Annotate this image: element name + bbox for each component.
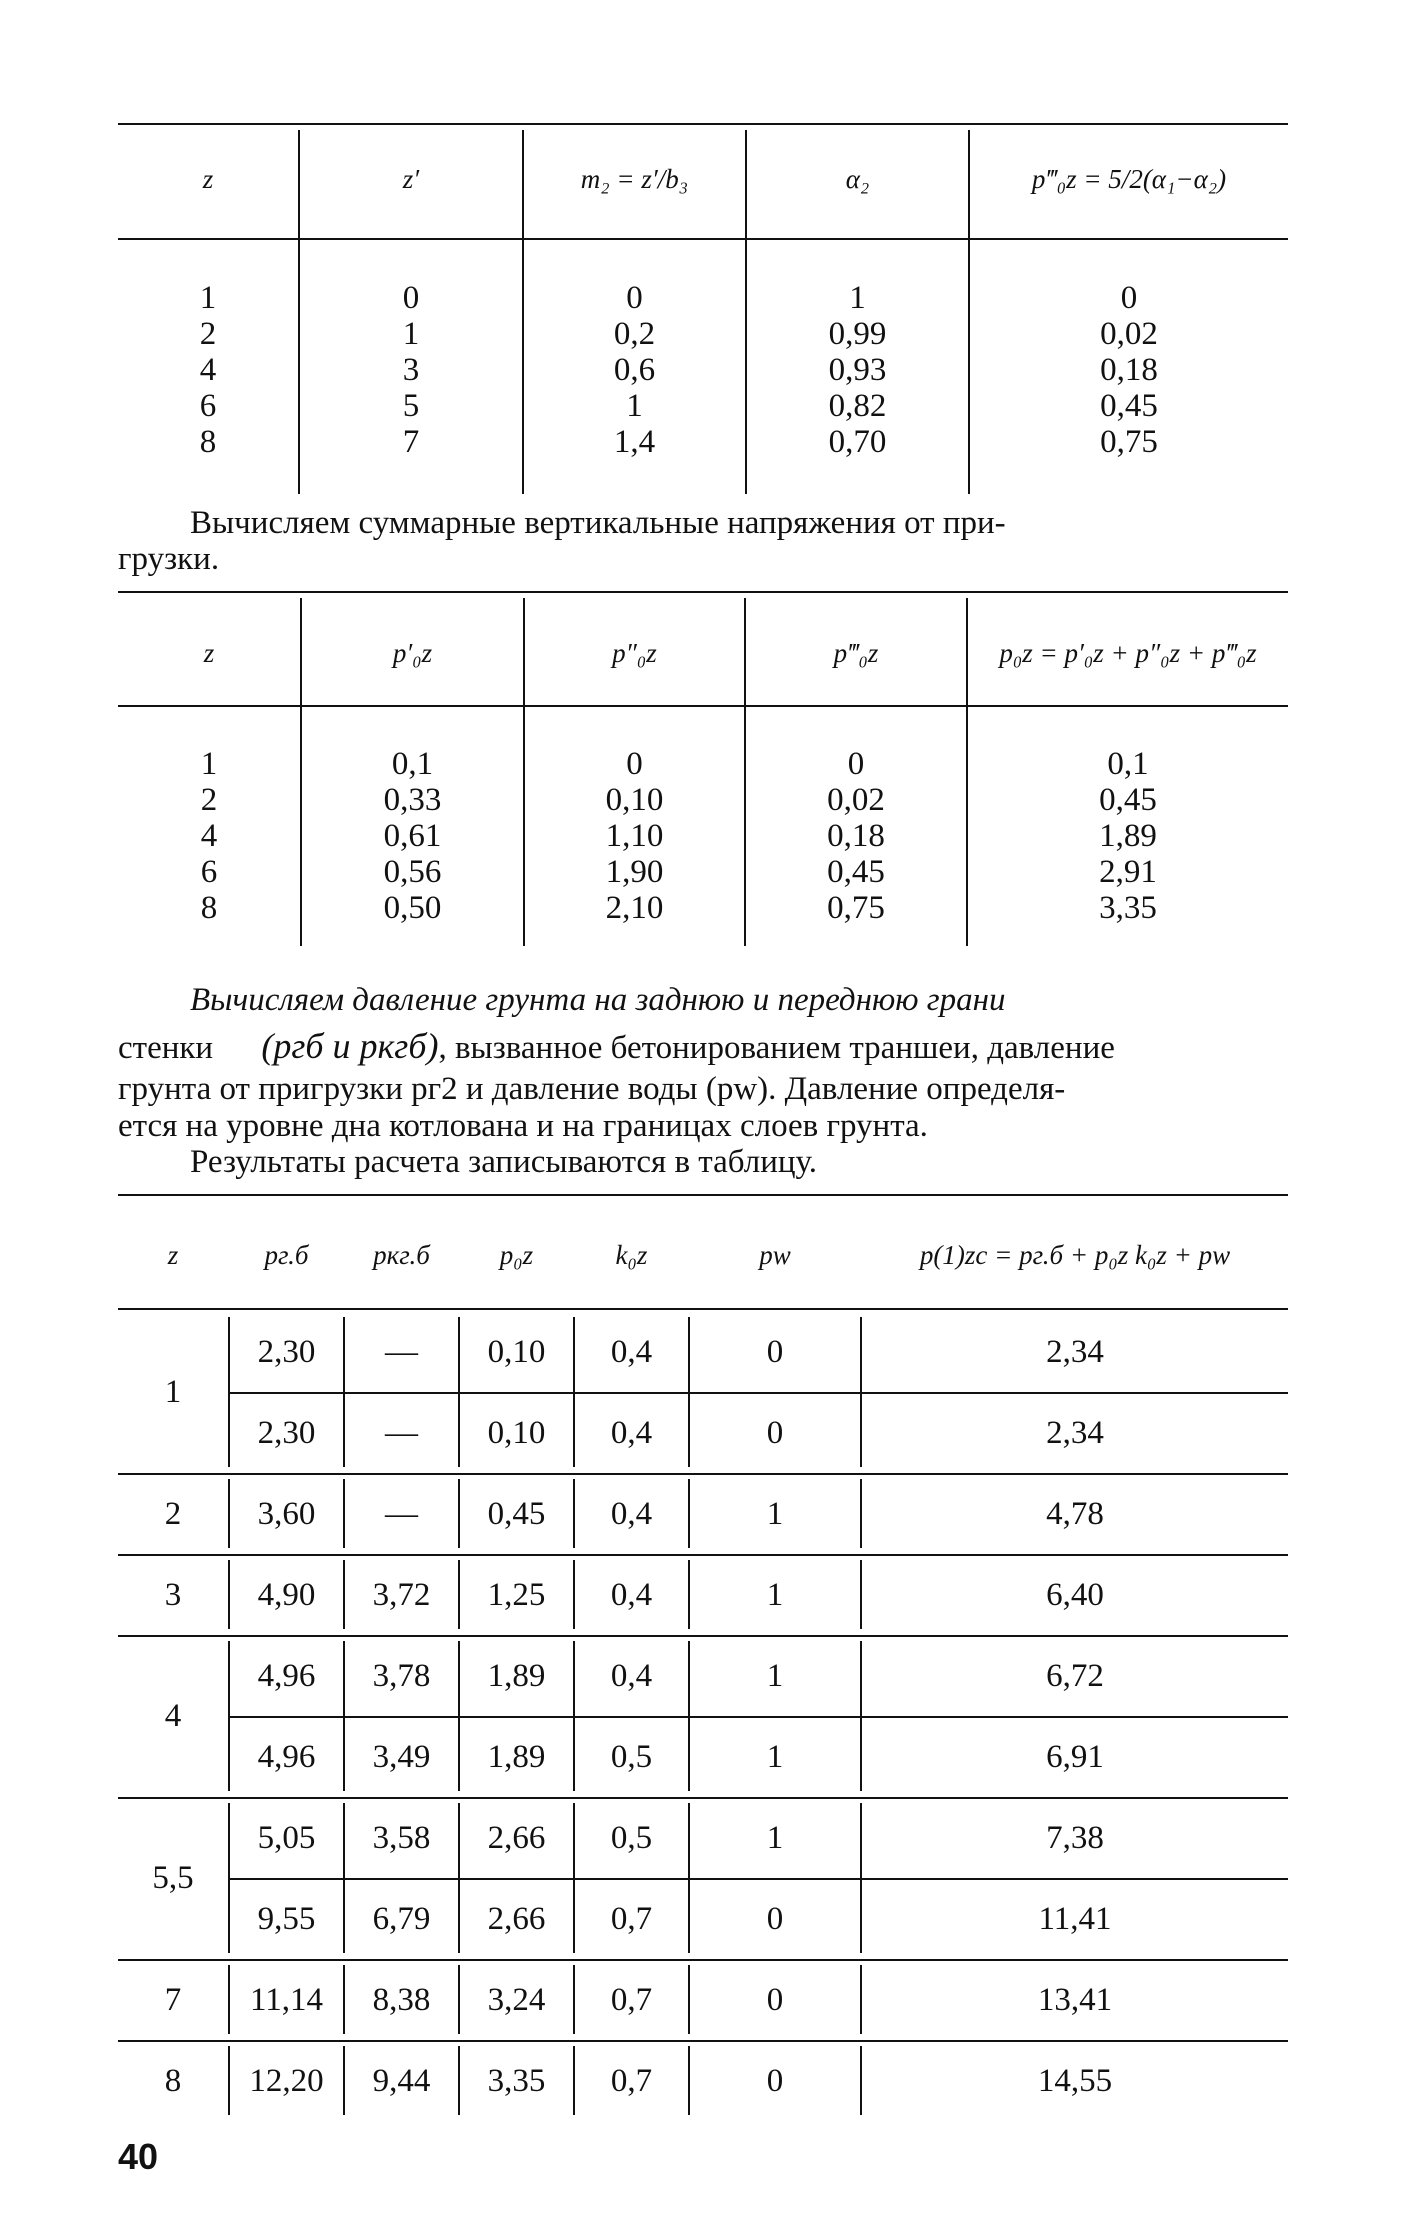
table-1-cell: 0,18	[1100, 352, 1158, 388]
table-3-cell: 3,78	[372, 1657, 431, 1694]
table-2-cell: 2,10	[605, 890, 664, 926]
table-3-divider	[688, 1317, 690, 1467]
table-3-divider	[688, 1965, 690, 2034]
table-1-cell: 0,82	[828, 388, 887, 424]
table-3-cell: 0,45	[487, 1495, 546, 1532]
table-1-cell: 1	[402, 316, 420, 352]
table-3-divider	[343, 1803, 345, 1953]
table-3-cell: 0,10	[487, 1414, 546, 1451]
table-3-cell: 2,30	[257, 1333, 316, 1370]
table-3-divider	[228, 1479, 230, 1548]
table-3-cell: 0	[766, 1333, 784, 1370]
table-3-cell: 3,58	[372, 1819, 431, 1856]
table-3-cell: 2,30	[257, 1414, 316, 1451]
table-3-cell: 0	[766, 1414, 784, 1451]
table-3-z-cell: 1	[164, 1374, 182, 1410]
table-3-header-pw: pw	[759, 1240, 791, 1270]
table-3-subrow-rule	[230, 1716, 1288, 1718]
table-3-z-cell: 5,5	[152, 1860, 194, 1896]
paragraph-line: грузки.	[118, 541, 220, 577]
table-3-cell: 4,96	[257, 1657, 316, 1694]
table-3-group-rule	[118, 2040, 1288, 2042]
table-3-divider	[343, 1560, 345, 1629]
table-1-cell: 7	[402, 424, 420, 460]
table-3-divider	[860, 1560, 862, 1629]
table-3-group-rule	[118, 1959, 1288, 1961]
table-3-cell: 4,90	[257, 1576, 316, 1613]
table-3-cell: 14,55	[1037, 2062, 1113, 2099]
table-3-divider	[458, 1317, 460, 1467]
table-3-cell: 1	[766, 1738, 784, 1775]
table-2-header-p0z-triple: p‴₀z	[833, 638, 879, 668]
table-2-header-p0z-double: p″₀z	[612, 638, 657, 668]
table-3-cell: 3,60	[257, 1495, 316, 1532]
table-3-cell: 5,05	[257, 1819, 316, 1856]
table-3-divider	[228, 1641, 230, 1791]
table-3-divider	[860, 1317, 862, 1467]
table-3-header-rule	[118, 1308, 1288, 1310]
table-1-cell: 0,6	[613, 352, 656, 388]
table-3-group-rule	[118, 1473, 1288, 1475]
table-3-divider	[860, 1641, 862, 1791]
table-3-cell: 9,44	[372, 2062, 431, 2099]
table-1-cell: 0,75	[1100, 424, 1158, 460]
table-3-divider	[343, 1479, 345, 1548]
table-2-header-p0z-sum: p₀z = p′₀z + p″₀z + p‴₀z	[999, 638, 1257, 668]
table-2-cell: 0,10	[605, 782, 664, 818]
table-3-cell: 0,4	[610, 1576, 653, 1613]
table-3-divider	[228, 2046, 230, 2115]
table-1-cell: 6	[199, 388, 217, 424]
table-1-cell: 8	[199, 424, 217, 460]
table-3-cell: 0,4	[610, 1657, 653, 1694]
table-2-cell: 1,10	[605, 818, 664, 854]
table-3-cell: 11,41	[1038, 1900, 1112, 1937]
table-3-header-pzc: p(1)zc = pг.б + p₀z k₀z + pw	[919, 1240, 1231, 1270]
table-3-z-cell: 4	[164, 1698, 182, 1734]
table-1-cell: 2	[199, 316, 217, 352]
table-2-cell: 6	[200, 854, 218, 890]
table-3-z-cell: 7	[164, 1981, 182, 2018]
table-3-cell: 2,34	[1046, 1333, 1104, 1370]
table-1-cell: 0,02	[1100, 316, 1158, 352]
table-2-cell: 1,90	[605, 854, 664, 890]
table-3-divider	[458, 1641, 460, 1791]
table-1-cell: 4	[199, 352, 217, 388]
paragraph-text: стенки	[118, 1030, 214, 1066]
table-3-cell: —	[385, 1414, 418, 1451]
table-3-z-cell: 2	[164, 1495, 182, 1532]
table-3-subrow-rule	[230, 1878, 1288, 1880]
table-3-cell: 1	[766, 1657, 784, 1694]
table-3-cell: 13,41	[1037, 1981, 1113, 2018]
table-3-divider	[573, 1479, 575, 1548]
table-3-cell: 4,96	[257, 1738, 316, 1775]
table-1-cell: 0,45	[1100, 388, 1158, 424]
table-1-cell: 0	[626, 280, 643, 316]
table-2-header-rule	[118, 705, 1288, 707]
table-1-cell: 0,2	[613, 316, 656, 352]
table-3-divider	[860, 2046, 862, 2115]
table-3-divider	[228, 1803, 230, 1953]
table-3-cell: 3,49	[372, 1738, 431, 1775]
formula-p-gb: (pгб и pкгб)	[261, 1026, 439, 1066]
table-3-cell: 0,4	[610, 1333, 653, 1370]
table-3-divider	[343, 1641, 345, 1791]
table-1-header-m2: m₂ = z′/b₃	[580, 164, 689, 194]
table-3-cell: 0	[766, 1981, 784, 2018]
table-2-cell: 0,33	[383, 782, 442, 818]
table-1-cell: 1	[849, 280, 866, 316]
table-3-cell: 1,25	[487, 1576, 546, 1613]
table-3-divider	[573, 1641, 575, 1791]
table-3-divider	[458, 1803, 460, 1953]
table-3-divider	[860, 1965, 862, 2034]
table-3-cell: 2,66	[487, 1900, 546, 1937]
table-2-cell: 0	[847, 746, 865, 782]
table-3-divider	[458, 1965, 460, 2034]
table-3-divider	[688, 1641, 690, 1791]
table-3-divider	[573, 1560, 575, 1629]
table-3-cell: 6,72	[1046, 1657, 1104, 1694]
table-2-cell: 0,45	[1099, 782, 1157, 818]
table-3-cell: 9,55	[257, 1900, 316, 1937]
table-3-divider	[458, 1479, 460, 1548]
table-3-cell: 12,20	[249, 2062, 324, 2099]
paragraph-text: , вызванное бетонированием траншеи, давление	[438, 1030, 1115, 1066]
table-3-divider	[688, 1479, 690, 1548]
table-1-header-alpha2: α₂	[845, 164, 870, 194]
table-3-cell: 8,38	[372, 1981, 431, 2018]
table-2-cell: 8	[200, 890, 218, 926]
table-2-cell: 0	[626, 746, 643, 782]
table-3-cell: 1	[766, 1495, 784, 1532]
table-3-cell: 1,89	[487, 1657, 546, 1694]
table-3-cell: 0,4	[610, 1414, 653, 1451]
table-3-cell: 3,24	[487, 1981, 546, 2018]
table-3-cell: 1	[766, 1819, 784, 1856]
table-3-divider	[343, 2046, 345, 2115]
table-3-cell: 3,35	[487, 2062, 546, 2099]
paragraph-line: Вычисляем давление грунта на заднюю и переднюю грани	[190, 982, 1006, 1018]
table-3-cell: 0,10	[487, 1333, 546, 1370]
table-3-cell: 0,5	[610, 1738, 653, 1775]
table-3-cell: 0,5	[610, 1819, 653, 1856]
table-3-cell: 6,91	[1046, 1738, 1104, 1775]
table-2-cell: 0,18	[827, 818, 885, 854]
table-1-top-rule	[118, 123, 1288, 125]
table-1-cell: 0,70	[828, 424, 887, 460]
table-3-cell: 0,7	[610, 1981, 653, 2018]
table-1-cell: 1	[626, 388, 643, 424]
table-1-header-z: z	[202, 164, 214, 194]
table-1-cell: 1	[199, 280, 217, 316]
table-3-divider	[228, 1560, 230, 1629]
table-3-cell: 0,7	[610, 2062, 653, 2099]
table-3-divider	[573, 1317, 575, 1467]
table-3-header-k0z: k₀z	[615, 1240, 648, 1270]
table-2-cell: 2	[200, 782, 218, 818]
table-2-cell: 3,35	[1099, 890, 1157, 926]
table-3-subrow-rule	[230, 1392, 1288, 1394]
table-3-divider	[688, 1560, 690, 1629]
table-1-cell: 0	[1120, 280, 1138, 316]
paragraph-line: ется на уровне дна котлована и на границах слоев грунта.	[118, 1108, 928, 1144]
paragraph-line	[118, 1028, 1115, 1066]
table-2-cell: 4	[200, 818, 218, 854]
table-3-group-rule	[118, 1635, 1288, 1637]
table-3-divider	[860, 1803, 862, 1953]
table-3-z-cell: 8	[164, 2062, 182, 2099]
table-3-divider	[688, 1803, 690, 1953]
paragraph-line: грунта от пригрузки pг2 и давление воды (pw). Давление определя-	[118, 1071, 1066, 1107]
table-3-divider	[573, 1803, 575, 1953]
table-3-cell: 6,79	[372, 1900, 431, 1937]
table-3-cell: 0	[766, 1900, 784, 1937]
table-2-cell: 0,02	[827, 782, 885, 818]
table-1-header-z-prime: z′	[402, 164, 420, 194]
table-3-header-pk-gb: pкг.б	[373, 1240, 430, 1270]
table-3-divider	[228, 1317, 230, 1467]
table-3-cell: 11,14	[249, 1981, 324, 2018]
table-1-cell: 1,4	[613, 424, 656, 460]
table-1-cell: 0	[402, 280, 420, 316]
table-3-header-p-gb: pг.б	[264, 1240, 309, 1270]
table-2-cell: 2,91	[1099, 854, 1157, 890]
table-3-divider	[458, 1560, 460, 1629]
table-3-cell: 6,40	[1046, 1576, 1104, 1613]
table-3-divider	[573, 2046, 575, 2115]
table-2-cell: 0,75	[827, 890, 885, 926]
table-3-cell: 7,38	[1046, 1819, 1104, 1856]
table-1-header-rule	[118, 238, 1288, 240]
table-3-top-rule	[118, 1194, 1288, 1196]
table-2-cell: 0,50	[383, 890, 442, 926]
table-3-cell: 0,7	[610, 1900, 653, 1937]
table-2-header-p0z-prime: p′₀z	[392, 638, 433, 668]
table-1-cell: 3	[402, 352, 420, 388]
table-1-cell: 0,93	[828, 352, 887, 388]
table-3-group-rule	[118, 1554, 1288, 1556]
table-2-cell: 1	[200, 746, 218, 782]
table-2-cell: 0,56	[383, 854, 442, 890]
table-3-divider	[343, 1317, 345, 1467]
table-3-cell: 4,78	[1046, 1495, 1104, 1532]
table-3-divider	[573, 1965, 575, 2034]
table-3-divider	[860, 1479, 862, 1548]
table-3-cell: 2,34	[1046, 1414, 1104, 1451]
table-2-header-z: z	[203, 638, 215, 668]
table-3-cell: —	[385, 1495, 418, 1532]
page-number: 40	[118, 2136, 159, 2177]
table-3-cell: 1,89	[487, 1738, 546, 1775]
paragraph-line: Вычисляем суммарные вертикальные напряжения от при-	[190, 505, 1006, 541]
table-3-cell: 0,4	[610, 1495, 653, 1532]
table-3-divider	[688, 2046, 690, 2115]
table-3-cell: 1	[766, 1576, 784, 1613]
table-3-z-cell: 3	[164, 1576, 182, 1613]
table-3-cell: 3,72	[372, 1576, 431, 1613]
table-3-cell: 2,66	[487, 1819, 546, 1856]
table-3-divider	[343, 1965, 345, 2034]
table-2-cell: 0,61	[383, 818, 442, 854]
table-2-top-rule	[118, 591, 1288, 593]
table-3-divider	[228, 1965, 230, 2034]
table-3-cell: 0	[766, 2062, 784, 2099]
table-3-divider	[458, 2046, 460, 2115]
table-2-cell: 0,1	[391, 746, 434, 782]
table-1-header-p0z-triple: p‴₀z = 5/2(α₁−α₂)	[1031, 164, 1227, 194]
paragraph-line: Результаты расчета записываются в таблицу.	[190, 1144, 817, 1180]
table-2-cell: 0,45	[827, 854, 885, 890]
table-3-header-z: z	[167, 1240, 179, 1270]
table-2-cell: 0,1	[1107, 746, 1149, 782]
table-3-group-rule	[118, 1797, 1288, 1799]
table-3-cell: —	[385, 1333, 418, 1370]
table-1-cell: 0,99	[828, 316, 887, 352]
table-1-cell: 5	[402, 388, 420, 424]
table-2-cell: 1,89	[1099, 818, 1157, 854]
table-3-header-p0z: p₀z	[499, 1240, 534, 1270]
